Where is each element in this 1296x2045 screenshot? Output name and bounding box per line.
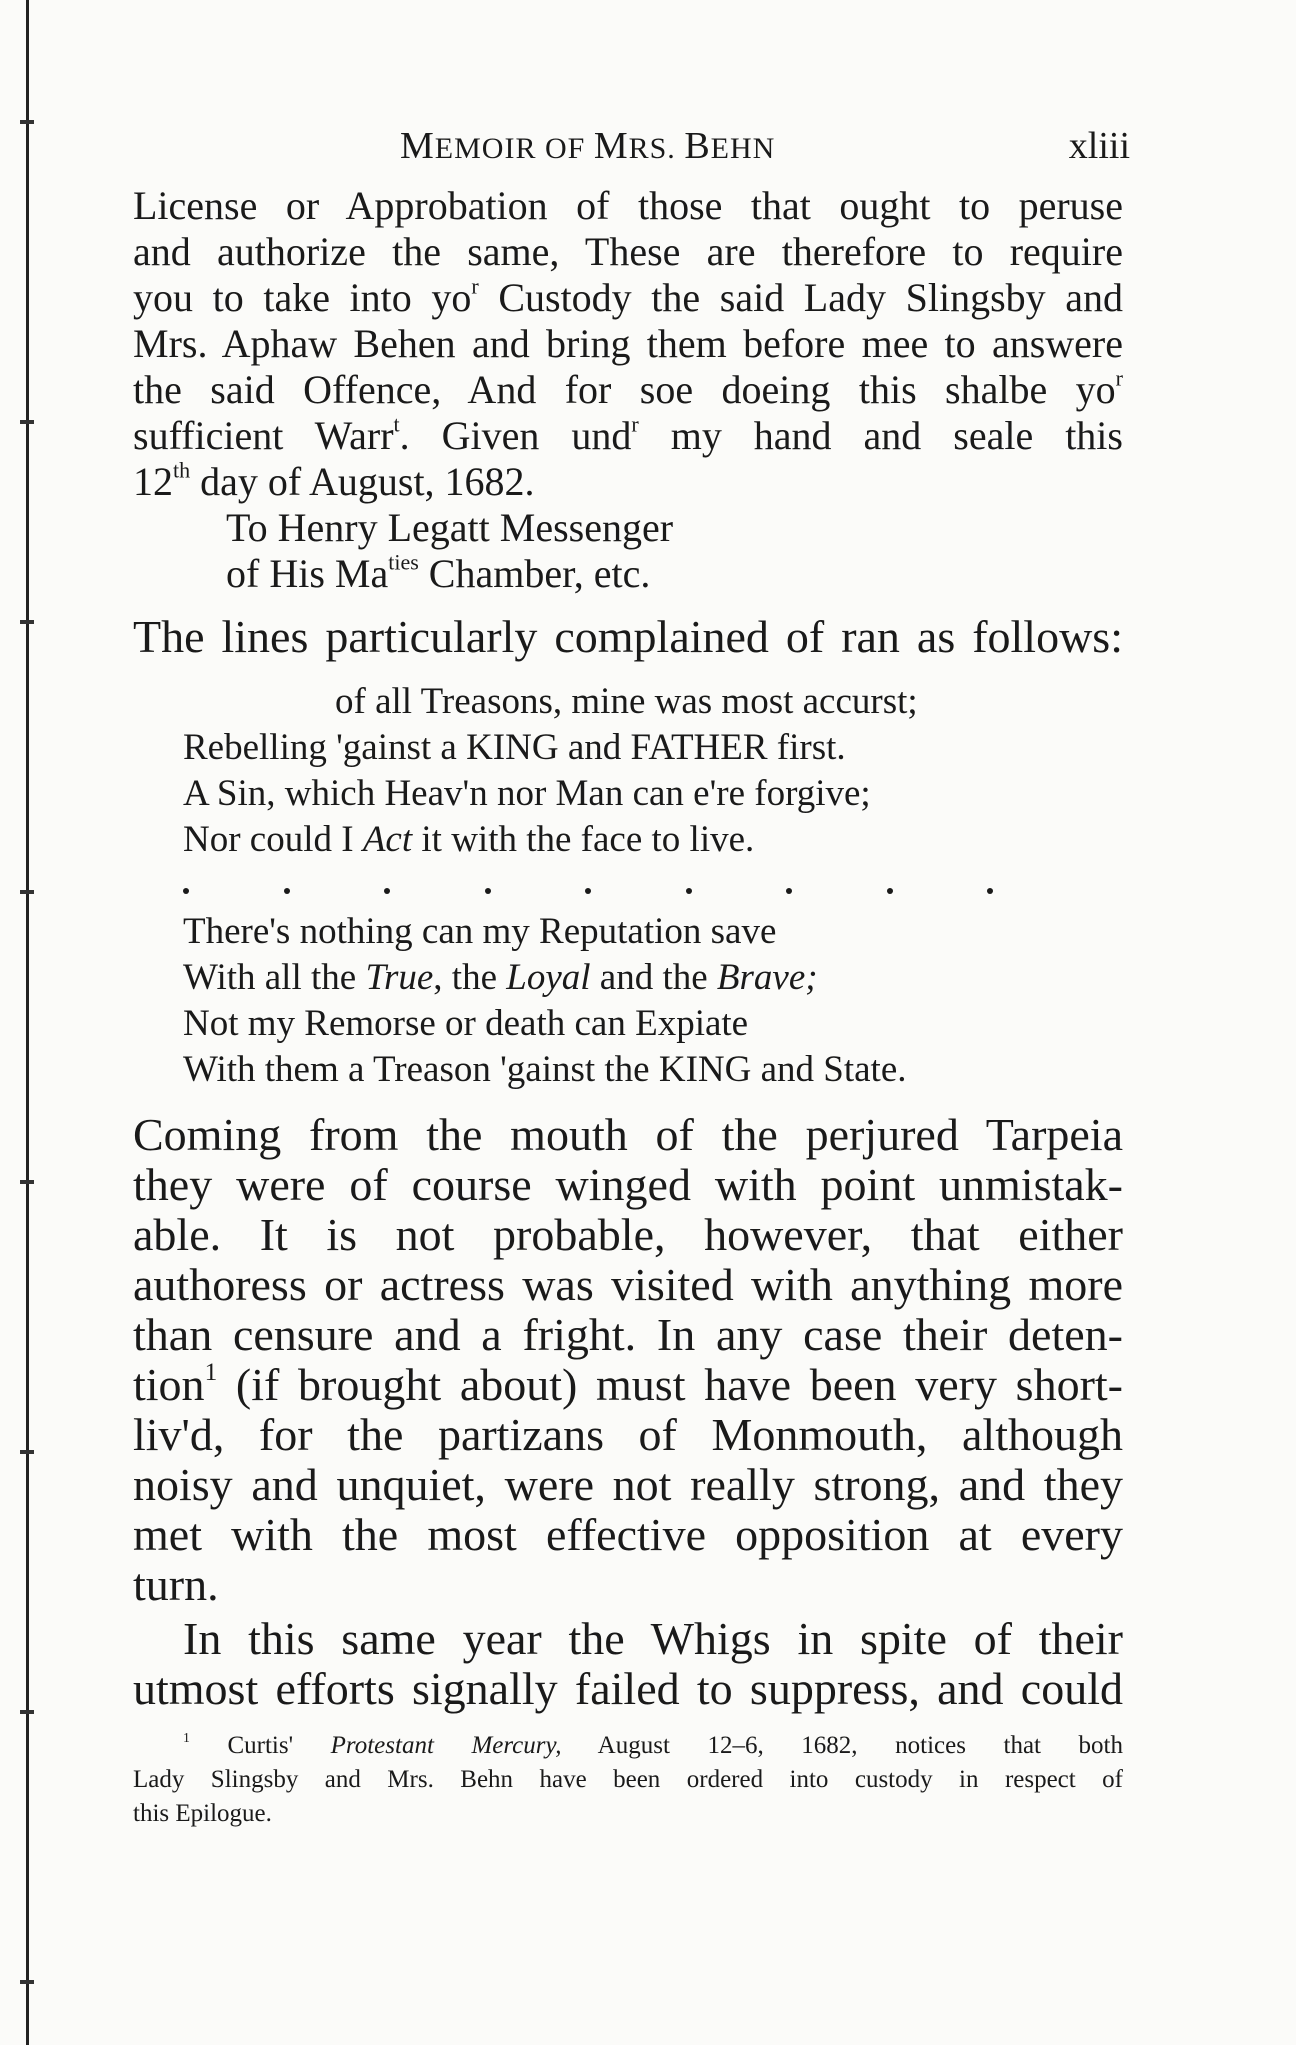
body-line: they were of course winged with point unmistak- — [133, 1159, 1123, 1210]
binding-mark — [20, 1450, 34, 1454]
body-line: able. It is not probable, however, that either — [133, 1209, 1123, 1260]
binding-mark — [20, 420, 34, 424]
poem-line: A Sin, which Heav'n nor Man can e're forgive; — [183, 773, 871, 814]
footnote-line: Lady Slingsby and Mrs. Behn have been ordered into custody in respect of — [133, 1766, 1123, 1793]
poem-line: of all Treasons, mine was most accurst; — [335, 681, 918, 722]
warrant-line: sufficient Warr$^t$. Given und$^r$ my hand and seale this — [133, 411, 1123, 458]
body-line: In this same year the Whigs in spite of their — [183, 1613, 1123, 1664]
page-header — [130, 124, 1130, 174]
body-line: tion$^1$ (if brought about) must have been very short- — [133, 1357, 1123, 1410]
warrant-line: you to take into $yo^r$ Custody the said Lady Slingsby and — [133, 273, 1123, 320]
intro-line: The lines particularly complained of ran as follows: — [133, 611, 1123, 662]
body-line: met with the most effective opposition at every — [133, 1509, 1123, 1560]
poem-line: With all the True, the Loyal and the Brave; — [183, 957, 818, 998]
poem-line: Rebelling 'gainst a KING and FATHER first. — [183, 727, 846, 768]
warrant-line: and authorize the same, These are therefore to require — [133, 229, 1123, 274]
poem-line: There's nothing can my Reputation save — [183, 911, 777, 952]
warrant-line: the said Offence, And for soe doeing this shalbe $yo^r$ — [133, 365, 1123, 412]
footnote-ref: 1 — [204, 1357, 218, 1386]
running-head: MEMOIR OF MRS. BEHN — [400, 125, 776, 167]
binding-mark — [20, 1710, 34, 1714]
body-line: liv'd, for the partizans of Monmouth, although — [133, 1409, 1123, 1460]
binding-mark — [20, 620, 34, 624]
warrant-addressee: To Henry Legatt Messenger — [226, 505, 674, 550]
body-line: turn. — [133, 1559, 219, 1610]
poem-line: With them a Treason 'gainst the KING and State. — [183, 1049, 907, 1090]
body-line: noisy and unquiet, were not really strong, and they — [133, 1459, 1123, 1510]
warrant-line: Mrs. Aphaw Behen and bring them before mee to answere — [133, 321, 1123, 366]
footnote-line: this Epilogue. — [133, 1800, 272, 1827]
binding-mark — [20, 1180, 34, 1184]
ellipsis-dots — [183, 888, 993, 898]
body-line: utmost efforts signally failed to suppress, and could — [133, 1663, 1123, 1714]
body-line: than censure and a fright. In any case their deten- — [133, 1309, 1123, 1360]
poem-line: Nor could I Act it with the face to live. — [183, 819, 755, 860]
warrant-addressee: of His $Ma^{ties}$ Chamber, etc. — [226, 549, 651, 596]
binding-edge — [26, 0, 29, 2045]
warrant-date: 12th day of August, 1682. — [133, 457, 535, 504]
page-number: xliii — [1068, 125, 1130, 167]
footnote-line: $^1$ Curtis' Protestant Mercury, August 12–6, 1682, notices that both — [183, 1730, 1124, 1759]
binding-mark — [20, 890, 34, 894]
binding-mark — [20, 120, 34, 124]
body-line: authoress or actress was visited with anything more — [133, 1259, 1123, 1310]
binding-mark — [20, 1980, 34, 1984]
body-line: Coming from the mouth of the perjured Tarpeia — [133, 1109, 1123, 1160]
warrant-line: License or Approbation of those that ought to peruse — [133, 183, 1123, 228]
poem-line: Not my Remorse or death can Expiate — [183, 1003, 749, 1044]
